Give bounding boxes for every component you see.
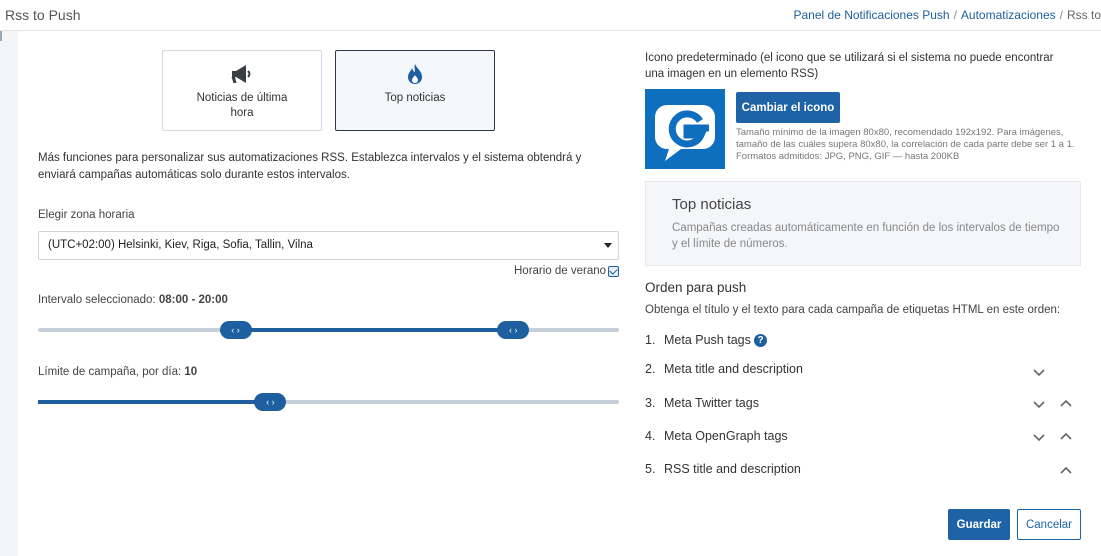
order-subtitle: Obtenga el título y el texto para cada campaña de etiquetas HTML en este orden:: [645, 304, 1061, 316]
breadcrumb-separator: /: [1059, 8, 1063, 22]
order-item-number: 1.: [645, 333, 656, 347]
icon-help-text: [736, 127, 1076, 163]
chat-logo-icon: [645, 89, 725, 169]
order-item-number: 2.: [645, 362, 656, 376]
order-item-number: 3.: [645, 396, 656, 410]
order-item-twitter: [645, 394, 1075, 414]
order-item-label: Meta OpenGraph tags: [664, 429, 788, 443]
caret-down-icon: [604, 243, 612, 248]
main-panel: [18, 31, 1101, 556]
order-item-opengraph: [645, 427, 1075, 447]
breadcrumb-link-automations[interactable]: Automatizaciones: [960, 8, 1056, 22]
interval-slider-fill: [236, 328, 514, 332]
cancel-button[interactable]: Cancelar: [1017, 509, 1081, 540]
type-card-breaking-news[interactable]: [162, 50, 322, 131]
description-text: Más funciones para personalizar sus automatizaciones RSS. Establezca intervalos y el sistema obtendrá y enviará campañas automáticas solo durante estos intervalos.: [38, 152, 582, 181]
breadcrumb-link-panel[interactable]: Panel de Notificaciones Push: [793, 8, 950, 22]
limit-slider-handle[interactable]: ‹ ›: [254, 393, 286, 411]
breadcrumb-current: Rss to: [1066, 8, 1101, 22]
chevron-down-icon[interactable]: [1031, 429, 1047, 445]
dst-label: Horario de verano: [514, 265, 607, 277]
type-card-label: Noticias de última hora: [196, 92, 288, 119]
interval-value: 08:00 - 20:00: [158, 294, 228, 306]
order-item-rss-title: [645, 460, 1075, 480]
breadcrumb-separator: /: [953, 8, 957, 22]
interval-slider-end-handle[interactable]: ‹ ›: [497, 321, 529, 339]
order-item-label: Meta title and description: [664, 362, 803, 376]
order-item-number: 4.: [645, 429, 656, 443]
order-item-label: RSS title and description: [664, 462, 801, 476]
limit-label: [38, 366, 197, 378]
info-text: Campañas creadas automáticamente en función de los intervalos de tiempo y el límite de números.: [672, 222, 1060, 250]
chevron-down-icon[interactable]: [1031, 396, 1047, 412]
dst-checkbox[interactable]: [608, 266, 619, 277]
chevron-up-icon[interactable]: [1058, 463, 1074, 479]
chevron-up-icon[interactable]: [1058, 429, 1074, 445]
icon-section-title: Icono predeterminado (el icono que se utilizará si el sistema no puede encontrar una imagen en un elemento RSS): [645, 52, 1054, 80]
info-title: Top noticias: [672, 196, 752, 213]
order-title: Orden para push: [645, 280, 747, 295]
save-button[interactable]: Guardar: [948, 509, 1010, 540]
change-icon-button[interactable]: Cambiar el icono: [736, 92, 840, 123]
interval-label-text: Intervalo seleccionado:: [38, 294, 156, 306]
help-line: Tamaño mínimo de la imagen 80x80, recomendado 192x192. Para imágenes,: [736, 127, 1064, 138]
order-item-meta-title: [645, 360, 1075, 380]
top-bar: [0, 0, 1101, 31]
chevron-up-icon[interactable]: [1058, 396, 1074, 412]
app-title: Rss to Push: [5, 7, 81, 23]
limit-label-text: Límite de campaña, por día:: [38, 366, 182, 378]
type-card-top-news[interactable]: [335, 50, 495, 131]
help-line: tamaño de las cuáles supera 80x80, la correlación de cada parte debe ser 1 a 1.: [736, 139, 1075, 150]
order-item-label: Meta Push tags: [664, 333, 751, 347]
timezone-select[interactable]: [38, 231, 619, 260]
help-line: Formatos admitidos: JPG, PNG, GIF — hasta 200KB: [736, 151, 960, 162]
breadcrumb: [793, 8, 1101, 22]
timezone-label: Elegir zona horaria: [38, 209, 135, 221]
limit-slider-fill: [38, 400, 270, 404]
limit-value: 10: [184, 366, 198, 378]
info-box: [645, 181, 1081, 266]
interval-label: [38, 294, 228, 306]
megaphone-icon: [230, 63, 254, 85]
question-icon[interactable]: ?: [754, 334, 767, 347]
interval-slider-start-handle[interactable]: ‹ ›: [220, 321, 252, 339]
order-item-meta-push: [645, 331, 1075, 351]
chevron-down-icon[interactable]: [1031, 364, 1047, 380]
fire-icon: [403, 63, 427, 85]
default-push-icon: [645, 89, 725, 169]
side-edge-marker: [0, 31, 2, 41]
type-card-label: Top noticias: [384, 92, 446, 104]
order-item-number: 5.: [645, 462, 656, 476]
timezone-value: (UTC+02:00) Helsinki, Kiev, Riga, Sofia, Tallin, Vilna: [48, 239, 313, 251]
order-item-label: Meta Twitter tags: [664, 396, 759, 410]
